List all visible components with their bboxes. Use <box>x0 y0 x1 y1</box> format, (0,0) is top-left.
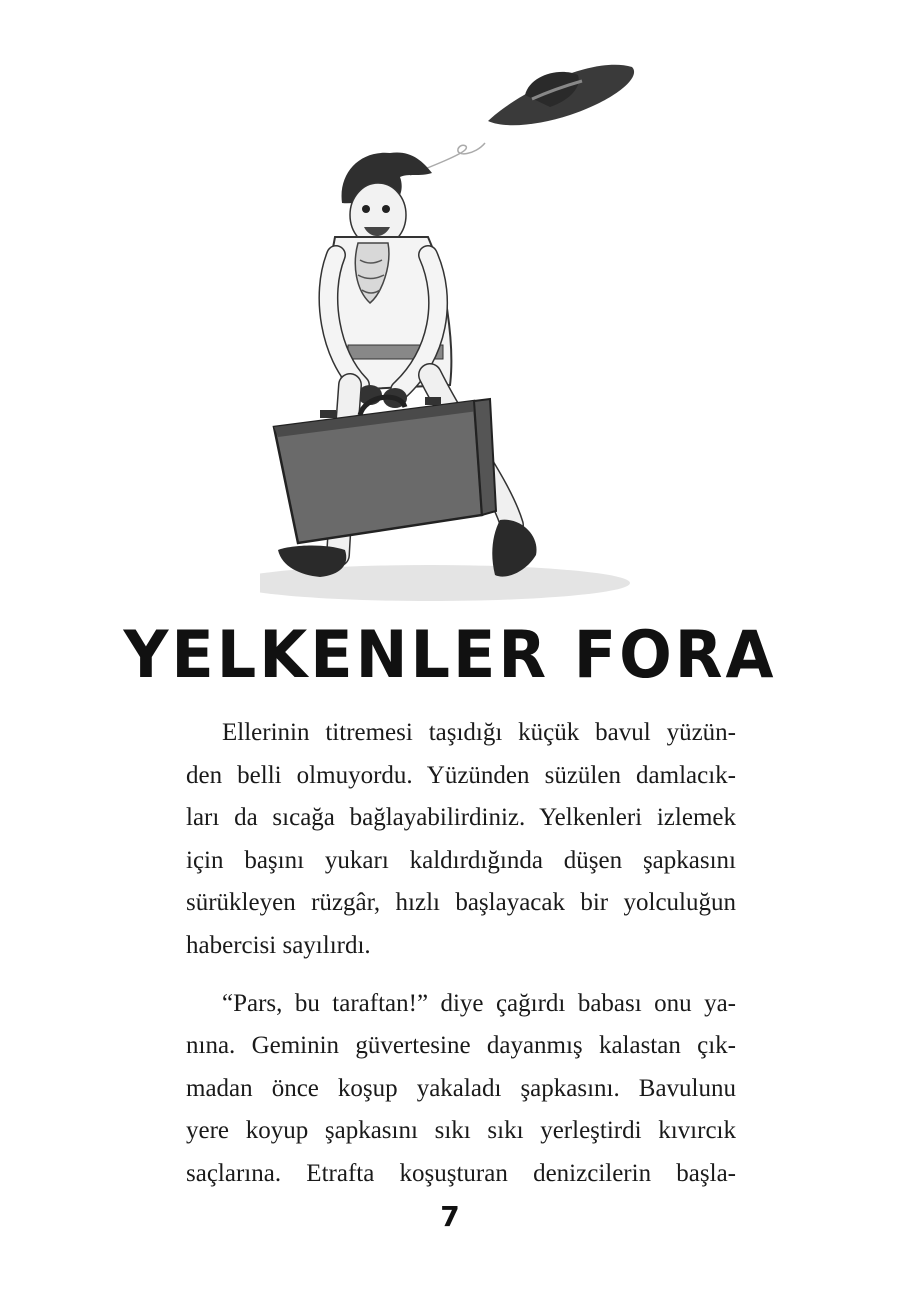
text-line: yere koyup şapkasını sıkı sıkı yerleştirdi kıvırcık <box>186 1117 736 1145</box>
text-line: madan önce koşup yakaladı şapkasını. Bavulunu <box>186 1074 736 1102</box>
paragraph <box>186 712 736 968</box>
text-line: ları da sıcağa bağlayabilirdiniz. Yelkenleri izlemek <box>186 804 736 832</box>
paragraph <box>186 983 736 1196</box>
text-line: habercisi sayılırdı. <box>186 931 371 959</box>
text-line: saçlarına. Etrafta koşuşturan denizcilerin başla- <box>186 1159 736 1187</box>
text-line: Ellerinin titremesi taşıdığı küçük bavul yüzün- <box>222 719 736 746</box>
flying-hat-icon <box>488 65 634 125</box>
text-line: sürükleyen rüzgâr, hızlı başlayacak bir yolculuğun <box>186 889 736 917</box>
text-line: için başını yukarı kaldırdığında düşen şapkasını <box>186 846 736 874</box>
text-line: nına. Geminin güvertesine dayanmış kalastan çık- <box>186 1032 736 1060</box>
page-number: 7 <box>440 1200 460 1233</box>
text-line: den belli olmuyordu. Yüzünden süzülen damlacık- <box>186 761 736 789</box>
chapter-illustration <box>260 55 660 610</box>
suitcase-icon <box>274 397 496 543</box>
chapter-title: YELKENLER FORA <box>123 616 777 693</box>
body-text <box>186 712 736 1211</box>
text-line: “Pars, bu taraftan!” diye çağırdı babası onu ya- <box>222 989 736 1017</box>
